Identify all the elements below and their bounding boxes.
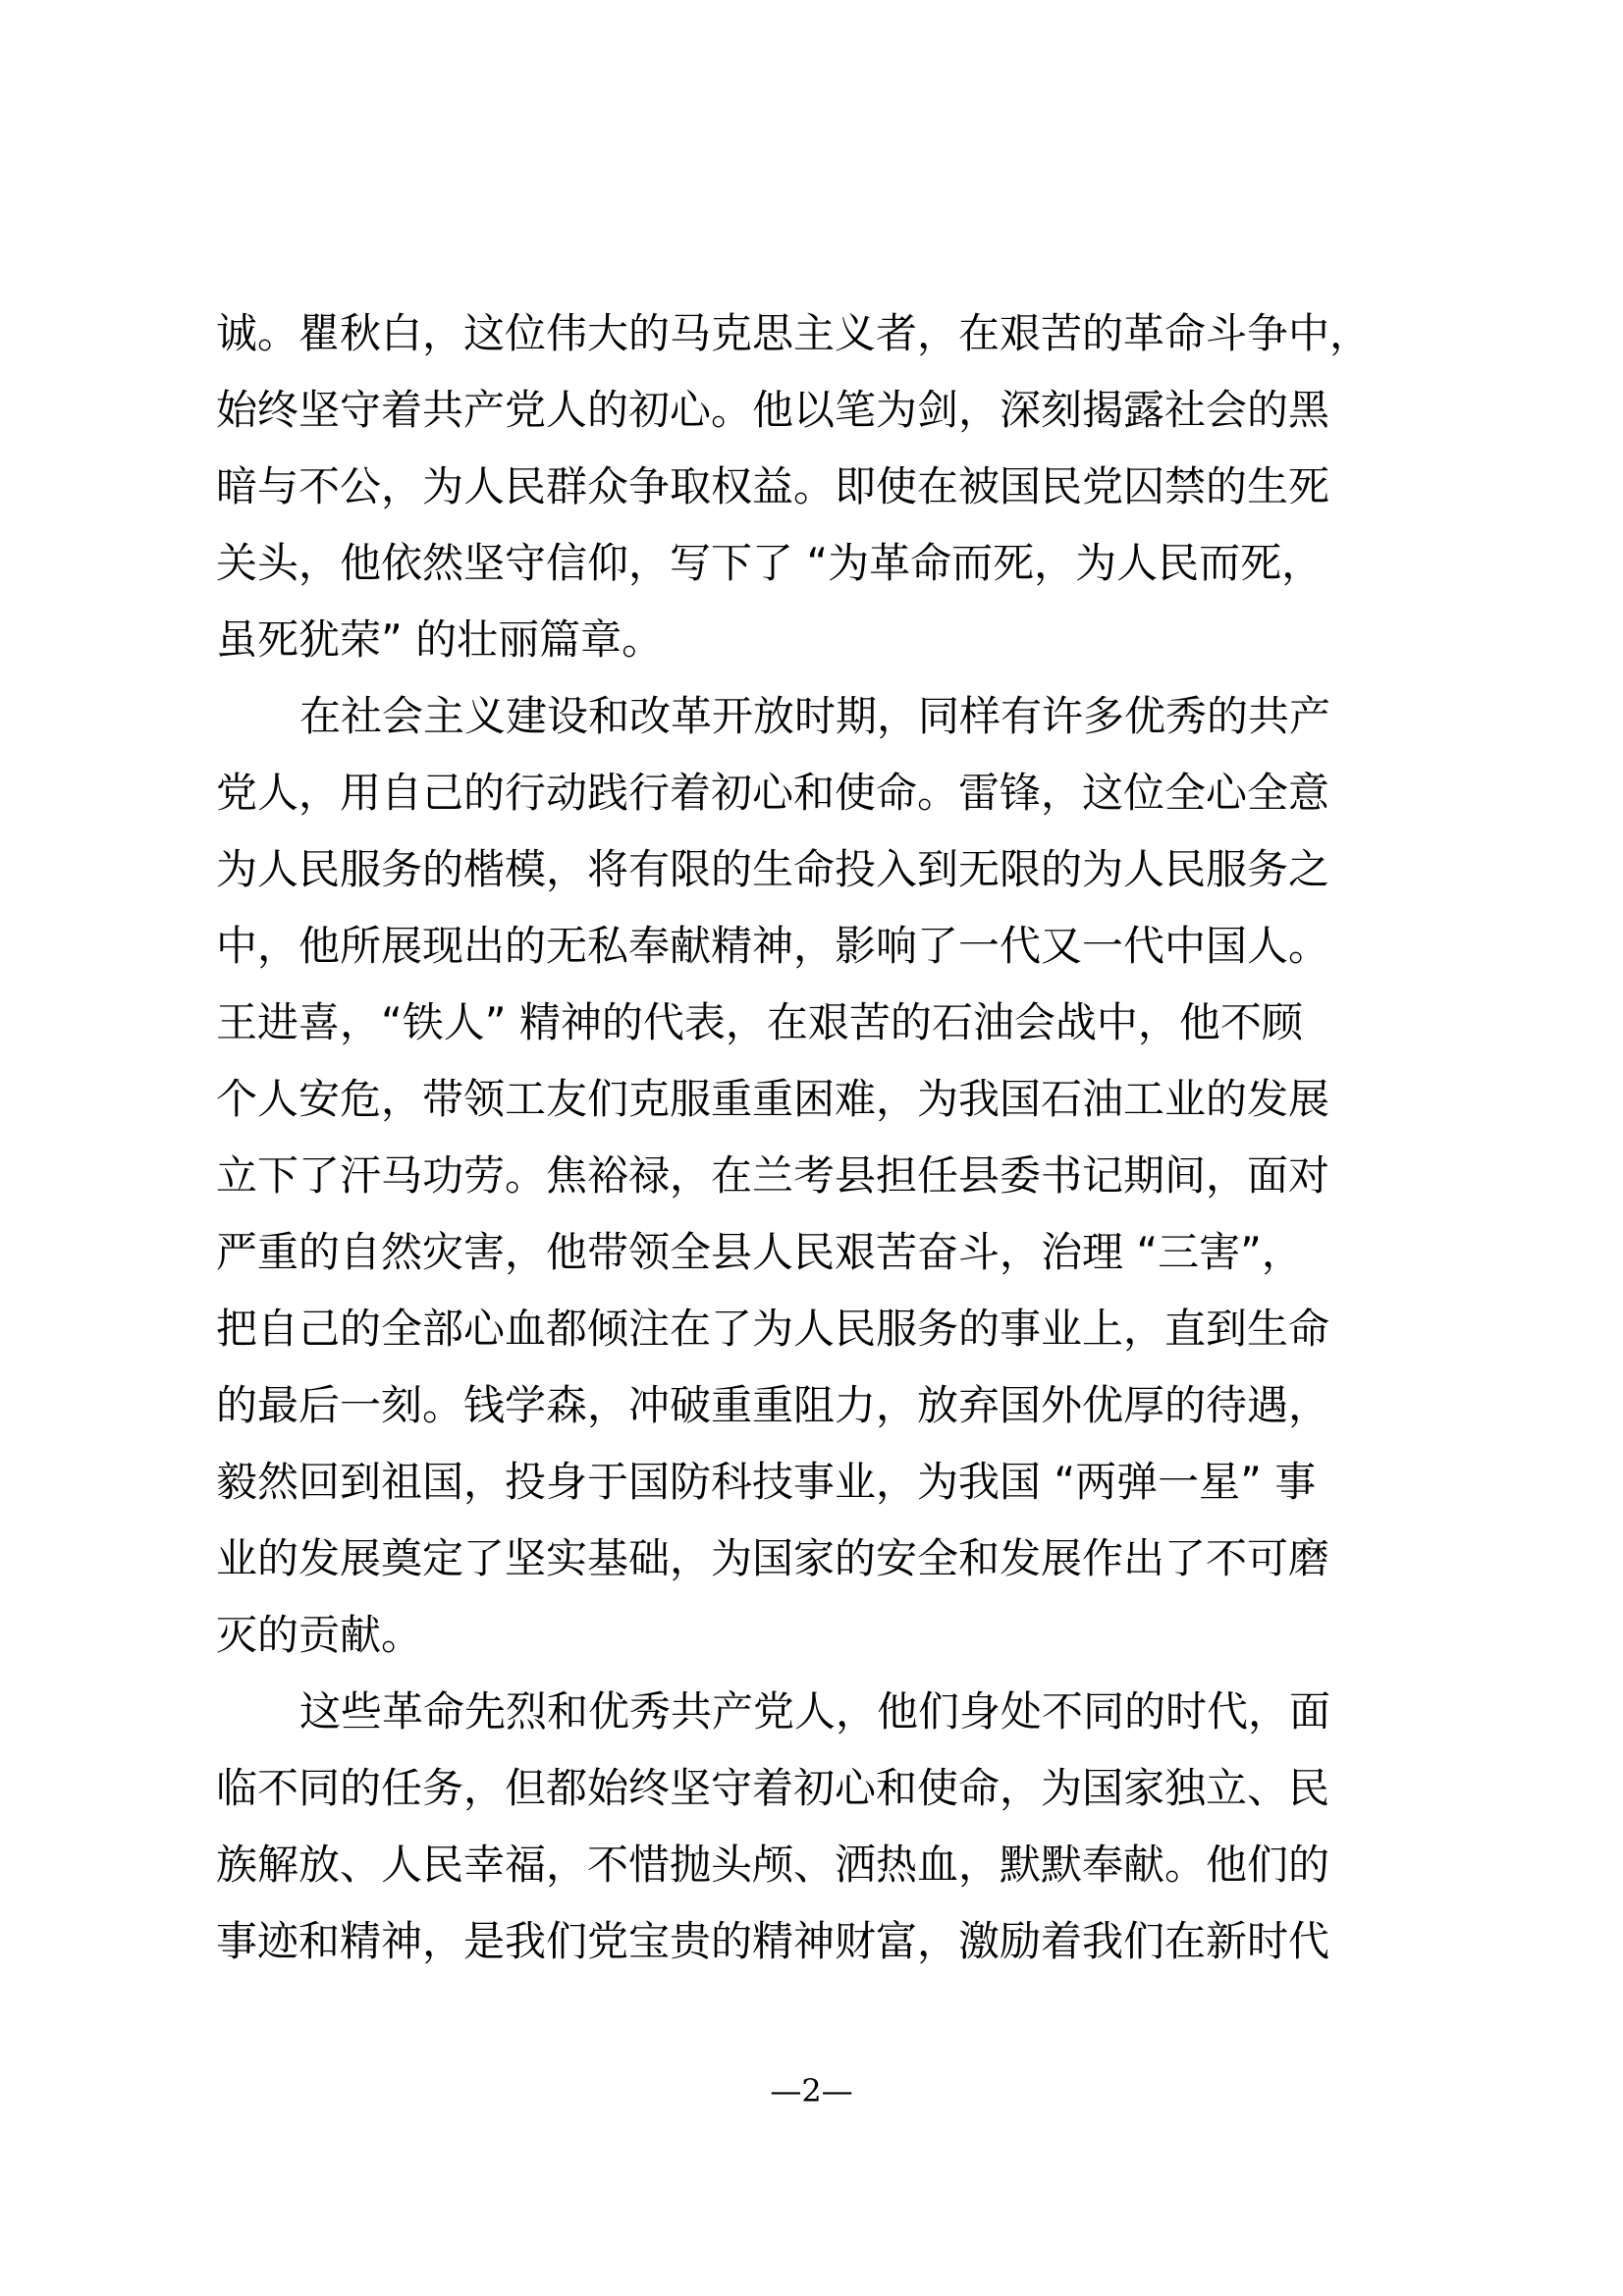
text-line: 业的发展奠定了坚实基础，为国家的安全和发展作出了不可磨 xyxy=(216,1534,1330,1582)
text-line: 族解放、人民幸福，不惜抛头颅、洒热血，默默奉献。他们的 xyxy=(216,1841,1330,1889)
text-line: 临不同的任务，但都始终坚守着初心和使命，为国家独立、民 xyxy=(216,1764,1330,1812)
paragraph-first-line: 在社会主义建设和改革开放时期，同样有许多优秀的共产 xyxy=(299,692,1331,740)
text-line: 事迹和精神，是我们党宝贵的精神财富，激励着我们在新时代 xyxy=(216,1917,1330,1965)
text-line: 关头，他依然坚守信仰，写下了 “为革命而死，为人民而死， xyxy=(216,539,1324,587)
text-line: 诚。瞿秋白，这位伟大的马克思主义者，在艰苦的革命斗争中， xyxy=(216,309,1372,357)
text-line: 始终坚守着共产党人的初心。他以笔为剑，深刻揭露社会的黑 xyxy=(216,386,1330,434)
text-line: 党人，用自己的行动践行着初心和使命。雷锋，这位全心全意 xyxy=(216,769,1330,817)
text-line: 严重的自然灾害，他带领全县人民艰苦奋斗，治理 “三害”， xyxy=(216,1228,1303,1276)
text-line: 为人民服务的楷模，将有限的生命投入到无限的为人民服务之 xyxy=(216,845,1330,893)
text-line: 灭的贡献。 xyxy=(216,1611,423,1659)
text-line: 把自己的全部心血都倾注在了为人民服务的事业上，直到生命 xyxy=(216,1305,1330,1353)
page-number: —2— xyxy=(770,2072,853,2109)
text-line: 虽死犹荣” 的壮丽篇章。 xyxy=(216,615,664,664)
text-line: 个人安危，带领工友们克服重重困难，为我国石油工业的发展 xyxy=(216,1075,1330,1123)
text-line: 毅然回到祖国，投身于国防科技事业，为我国 “两弹一星” 事 xyxy=(216,1458,1317,1506)
paragraph-first-line: 这些革命先烈和优秀共产党人，他们身处不同的时代，面 xyxy=(299,1687,1331,1735)
text-line: 中，他所展现出的无私奉献精神，影响了一代又一代中国人。 xyxy=(216,922,1330,970)
text-line: 的最后一刻。钱学森，冲破重重阻力，放弃国外优厚的待遇， xyxy=(216,1381,1330,1429)
text-line: 暗与不公，为人民群众争取权益。即使在被国民党囚禁的生死 xyxy=(216,462,1330,510)
text-line: 立下了汗马功劳。焦裕禄，在兰考县担任县委书记期间，面对 xyxy=(216,1151,1330,1200)
text-line: 王进喜，“铁人” 精神的代表，在艰苦的石油会战中，他不顾 xyxy=(216,998,1303,1046)
